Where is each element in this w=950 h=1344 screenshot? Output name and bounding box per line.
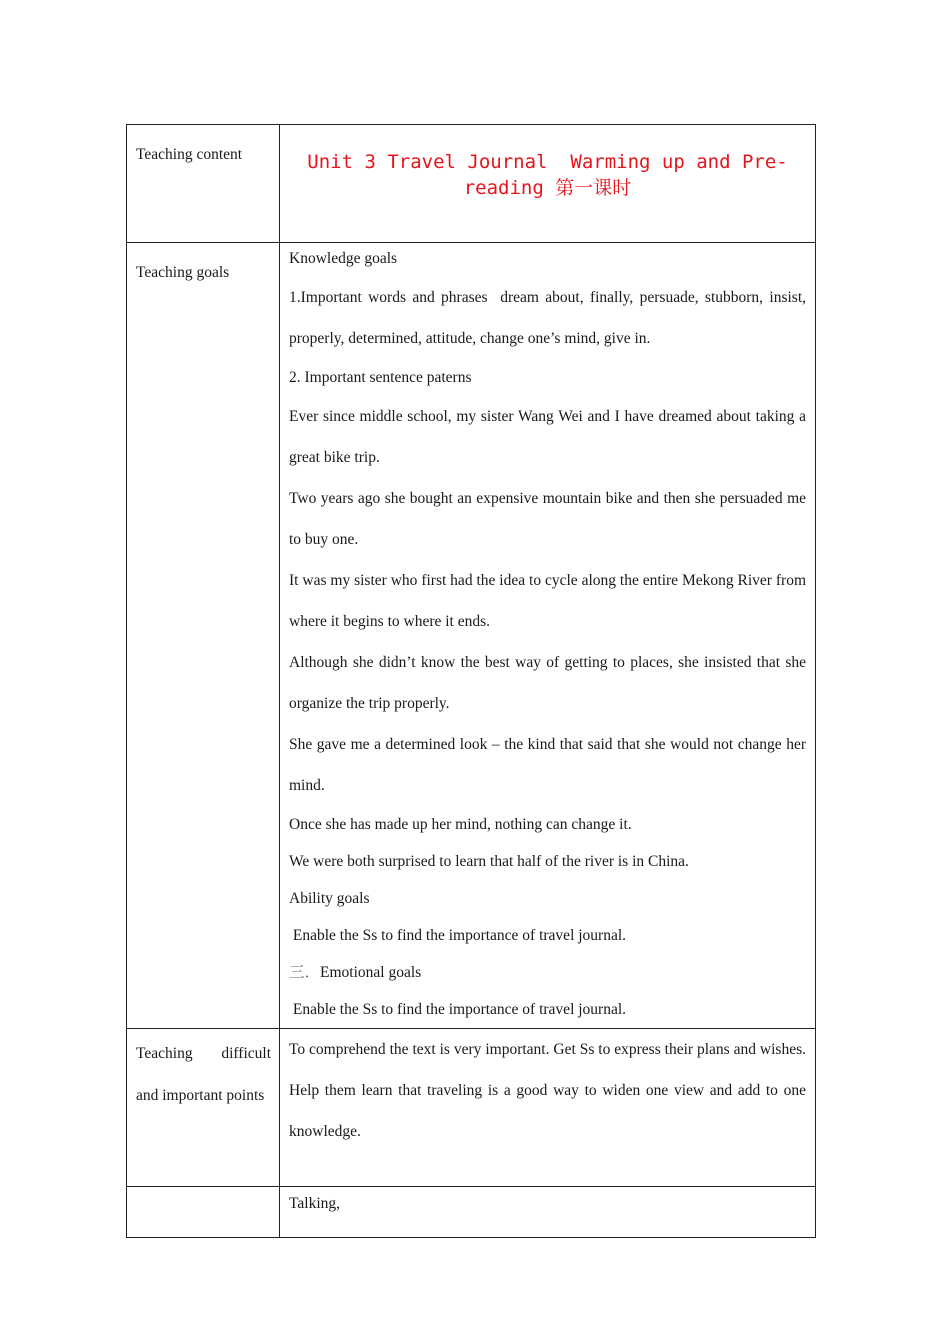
emotional-goals-line [289,954,806,991]
emotional-goals-text: Enable the Ss to find the importance of travel journal. [289,1001,627,1018]
label-cell-teaching-goals [127,243,280,1029]
sentence-3: It was my sister who first had the idea to cycle along the entire Mekong River from where it begins to where it ends. [289,572,806,630]
lesson-title [280,125,815,201]
sentence-2: Two years ago she bought an expensive mountain bike and then she persuaded me to buy one. [289,490,806,548]
ability-goals-heading: Ability goals [289,890,370,907]
row-difficult-points [127,1029,816,1187]
row-teaching-methods [127,1187,816,1238]
label-teaching-content: Teaching content [136,146,243,163]
goals-cell [280,243,816,1029]
label-cell-teaching-methods [127,1187,280,1238]
difficult-points-cell [280,1029,816,1187]
sentence-1: Ever since middle school, my sister Wang Wei and I have dreamed about taking a great bike trip. [289,408,806,466]
sentence-6: Once she has made up her mind, nothing can change it. [289,816,632,833]
row-teaching-goals [127,243,816,1029]
important-words: 1.Important words and phrases dream about, finally, persuade, stubborn, insist, properly, determined, attitude, change one’s mind, give in. [289,289,810,347]
lesson-title-line-2: reading 第一课时 [463,177,632,199]
row-teaching-content [127,125,816,243]
title-cell [280,125,816,243]
label-cell-teaching-content [127,125,280,243]
label-difficult-points: Teaching difficult and important points [136,1045,271,1104]
label-teaching-methods [127,1187,279,1208]
label-teaching-goals: Teaching goals [136,264,230,281]
label-cell-difficult-points [127,1029,280,1187]
sentence-patterns-heading: 2. Important sentence paterns [289,369,472,386]
emotional-goals-heading: Emotional goals [320,964,422,981]
lesson-title-line-1: Unit 3 Travel Journal Warming up and Pre- [307,151,788,173]
ability-goals-text: Enable the Ss to find the importance of travel journal. [289,927,627,944]
teaching-methods-text: Talking, [289,1195,341,1212]
knowledge-goals-heading: Knowledge goals [289,250,398,267]
sentence-7: We were both surprised to learn that half of the river is in China. [289,853,689,870]
sentence-4: Although she didn’t know the best way of getting to places, she insisted that she organize the trip properly. [289,654,806,712]
sentence-5: She gave me a determined look – the kind that said that she would not change her mind. [289,736,806,794]
difficult-points-text: To comprehend the text is very important. Get Ss to express their plans and wishes. Help them learn that traveling is a good way to widen one view and add to one knowledge. [289,1041,806,1140]
emotional-goals-number: 三． [289,964,321,981]
lesson-plan-table [126,124,816,1238]
methods-cell [280,1187,816,1238]
